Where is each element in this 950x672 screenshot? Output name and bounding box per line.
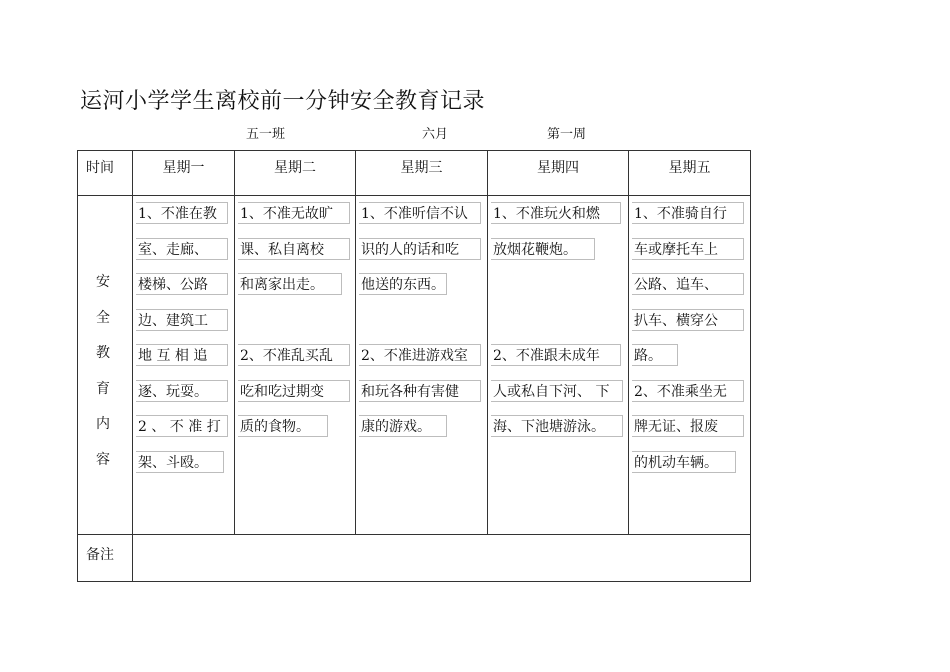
wednesday-content: [359, 202, 481, 451]
column-divider: [234, 150, 235, 535]
month: 六月: [422, 127, 449, 142]
content-line: 1、不准在教: [136, 202, 228, 224]
content-line: 车或摩托车上: [632, 238, 744, 260]
week: 第一周: [547, 127, 587, 142]
content-line: 的机动车辆。: [632, 451, 736, 473]
notes-label: 备注: [86, 547, 114, 563]
content-line: 2、不准乘坐无: [632, 380, 744, 402]
content-line: 放烟花鞭炮。: [491, 238, 595, 260]
header-tuesday: 星期二: [274, 160, 316, 176]
content-line: 1、不准无故旷: [238, 202, 350, 224]
document-title: 运河小学学生离校前一分钟安全教育记录: [80, 89, 486, 114]
content-line: 1、不准骑自行: [632, 202, 744, 224]
table-border-left: [77, 150, 78, 582]
content-line: 1、不准玩火和燃: [491, 202, 621, 224]
content-line: 2 、 不 准 打: [136, 415, 228, 437]
column-divider: [628, 150, 629, 535]
content-line: 地 互 相 追: [136, 344, 228, 366]
content-line: 和玩各种有害健: [359, 380, 481, 402]
content-line: 吃和吃过期变: [238, 380, 350, 402]
monday-content: [136, 202, 228, 486]
row-label-char: 容: [96, 451, 110, 468]
content-line: 逐、玩耍。: [136, 380, 228, 402]
row-label-char: 安: [96, 274, 110, 290]
content-line: 和离家出走。: [238, 273, 342, 295]
content-line: 海、下池塘游泳。: [491, 415, 623, 437]
content-line: 公路、追车、: [632, 273, 744, 295]
content-line: 课、私自离校: [238, 238, 350, 260]
content-line: 他送的东西。: [359, 273, 447, 295]
thursday-content: [491, 202, 623, 451]
content-line: 2、不准进游戏室: [359, 344, 481, 366]
row-label-char: 教: [96, 345, 110, 361]
header-wednesday: 星期三: [400, 160, 443, 176]
header-row-divider: [77, 195, 751, 196]
content-line: 识的人的话和吃: [359, 238, 481, 260]
header-monday: 星期一: [162, 160, 205, 176]
row-label-char: 育: [96, 380, 110, 397]
content-line: 2、不准跟未成年: [491, 344, 621, 366]
row-label-safety-content: [92, 265, 114, 478]
header-time: 时间: [86, 160, 114, 176]
content-line: 路。: [632, 344, 678, 366]
class-name: 五一班: [246, 127, 286, 142]
content-line: 室、走廊、: [136, 238, 228, 260]
content-line: 质的食物。: [238, 415, 328, 437]
content-line: 架、斗殴。: [136, 451, 224, 473]
content-line: 2、不准乱买乱: [238, 344, 350, 366]
content-line: 1、不准听信不认: [359, 202, 481, 224]
table-border-right: [750, 150, 751, 582]
header-thursday: 星期四: [537, 160, 579, 176]
column-divider: [355, 150, 356, 535]
content-line: 楼梯、公路: [136, 273, 228, 295]
notes-field: [138, 544, 738, 566]
column-divider: [487, 150, 488, 535]
table-border-bottom: [77, 581, 751, 582]
content-row-divider: [77, 534, 751, 535]
content-line: 扒车、横穿公: [632, 309, 744, 331]
tuesday-content: [238, 202, 350, 451]
column-divider: [132, 150, 133, 582]
content-line: 牌无证、报废: [632, 415, 744, 437]
row-label-char: 全: [96, 309, 110, 326]
header-friday: 星期五: [668, 160, 711, 176]
content-line: 康的游戏。: [359, 415, 447, 437]
content-line: 边、建筑工: [136, 309, 228, 331]
friday-content: [632, 202, 744, 486]
content-line: 人或私自下河、 下: [491, 380, 623, 402]
row-label-char: 内: [96, 416, 110, 432]
